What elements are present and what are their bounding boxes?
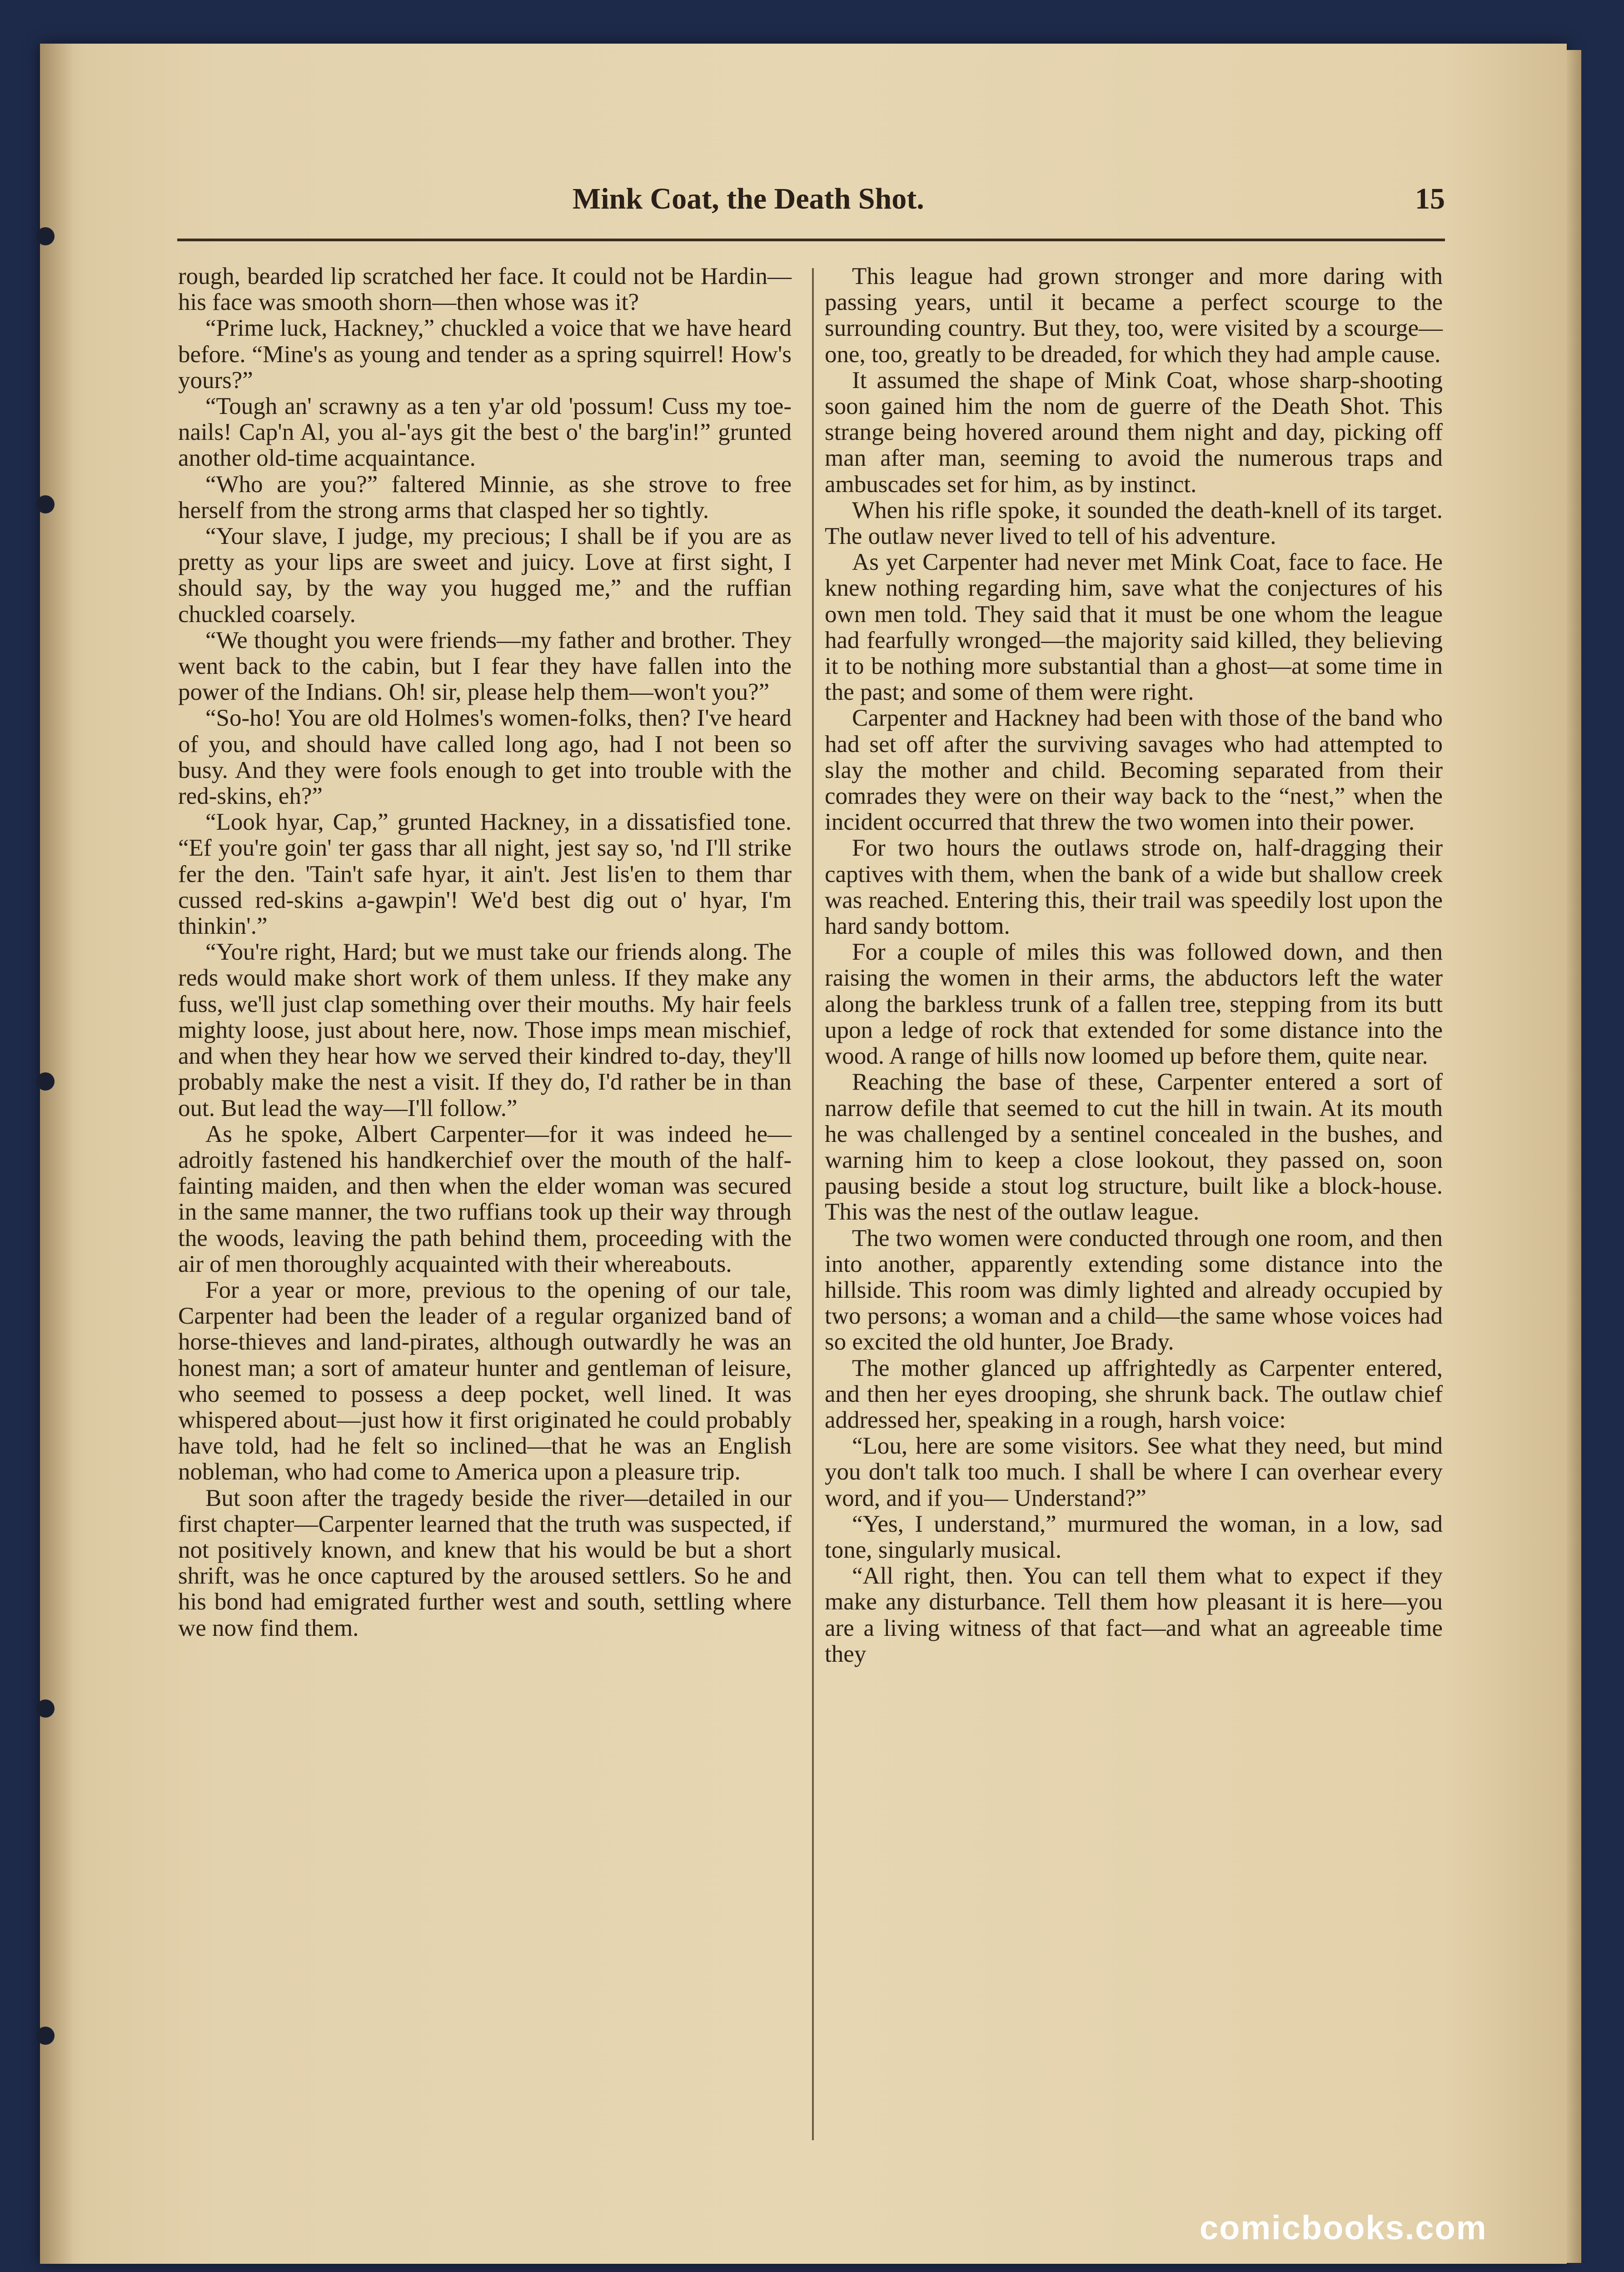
paragraph: As yet Carpenter had never met Mink Coat, face to face. He knew nothing regarding him, save what the conjectures of his own men told. They said that it must be one whom the league had fearfully wronged—the majority said killed, they believing it to be nothing more substantial than a ghost—at some time in the past; and some of them were right. <box>825 549 1443 706</box>
paragraph: “You're right, Hard; but we must take our friends along. The reds would make short work of them unless. If they make any fuss, we'll just clap something over their mouths. My hair feels mighty loose, just about here, now. Those imps mean mischief, and when they hear how we served their kindred to-day, they'll probably make the nest a visit. If they do, I'd rather be in than out. But lead the way—I'll follow.” <box>178 939 792 1121</box>
paragraph: “Look hyar, Cap,” grunted Hackney, in a dissatisfied tone. “Ef you're goin' ter gass thar all night, jest say so, 'nd I'll strike fer the den. 'Tain't safe hyar, it ain't. Jest lis'en to them thar cussed red-skins a-gawpin'! We'd best dig out o' hyar, I'm thinkin'.” <box>178 809 792 940</box>
paragraph: When his rifle spoke, it sounded the death-knell of its target. The outlaw never lived to tell of his adventure. <box>825 497 1443 550</box>
paragraph: But soon after the tragedy beside the river—detailed in our first chapter—Carpenter learned that the truth was suspected, if not positively known, and knew that his would be but a short shrift, was he once captured by the aroused settlers. So he and his bond had emigrated further west and south, settling where we now find them. <box>178 1485 792 1641</box>
paragraph: “Tough an' scrawny as a ten y'ar old 'possum! Cuss my toe-nails! Cap'n Al, you al-'ays git the best o' the barg'in!” grunted another old-time acquaintance. <box>178 393 792 472</box>
paragraph: For a year or more, previous to the opening of our tale, Carpenter had been the leader of a regular organized band of horse-thieves and land-pirates, although outwardly he was an honest man; a sort of amateur hunter and gentleman of leisure, who seemed to possess a deep pocket, well lined. It was whispered about—just how it first originated he could probably have told, had he felt so inclined—that he was an English nobleman, who had come to America upon a pleasure trip. <box>178 1276 792 1485</box>
paragraph: “Prime luck, Hackney,” chuckled a voice that we have heard before. “Mine's as young and tender as a spring squirrel! How's yours?” <box>178 315 792 394</box>
header-rule <box>177 239 1445 241</box>
paragraph: It assumed the shape of Mink Coat, whose sharp-shooting soon gained him the nom de guerre of the Death Shot. This strange being hovered around them night and day, picking off man after man, seeming to avoid the numerous traps and ambuscades set for him, as by instinct. <box>825 367 1443 498</box>
page-number: 15 <box>1415 182 1445 215</box>
page-header <box>182 177 1445 227</box>
paragraph: “We thought you were friends—my father and brother. They went back to the cabin, but I fear they have fallen into the power of the Indians. Oh! sir, please help them—won't you?” <box>178 627 792 706</box>
paragraph: “Your slave, I judge, my precious; I shall be if you are as pretty as your lips are sweet and juicy. Love at first sight, I should say, by the way you hugged me,” and the ruffian chuckled coarsely. <box>178 523 792 628</box>
paragraph: Carpenter and Hackney had been with those of the band who had set off after the surviving savages who had attempted to slay the mother and child. Becoming separated from their comrades they were on their way back to the “nest,” when the incident occurred that threw the two women into their power. <box>825 705 1443 836</box>
paragraph: rough, bearded lip scratched her face. It could not be Hardin—his face was smooth shorn—then whose was it? <box>178 263 792 316</box>
paragraph: For two hours the outlaws strode on, half-dragging their captives with them, when the bank of a wide but shallow creek was reached. Entering this, their trail was speedily lost upon the hard sandy bottom. <box>825 835 1443 940</box>
binding-hole <box>36 1699 55 1718</box>
binding-hole <box>36 1072 55 1091</box>
paragraph: “So-ho! You are old Holmes's women-folks, then? I've heard of you, and should have called long ago, had I not been so busy. And they were fools enough to get into trouble with the red-skins, eh?” <box>178 705 792 810</box>
paragraph: Reaching the base of these, Carpenter entered a sort of narrow defile that seemed to cut the hill in twain. At its mouth he was challenged by a sentinel concealed in the bushes, and warning him to keep a close lookout, they passed on, soon pausing beside a stout log structure, built like a block-house. This was the nest of the outlaw league. <box>825 1069 1443 1226</box>
left-column <box>178 264 792 1641</box>
page-binding <box>40 44 72 2264</box>
paragraph: “Who are you?” faltered Minnie, as she strove to free herself from the strong arms that clasped her so tightly. <box>178 471 792 523</box>
paragraph: “Yes, I understand,” murmured the woman, in a low, sad tone, singularly musical. <box>825 1510 1443 1563</box>
binding-hole <box>36 2027 55 2045</box>
binding-hole <box>36 495 55 513</box>
paragraph: This league had grown stronger and more daring with passing years, until it became a perfect scourge to the surrounding country. But they, too, were visited by a scourge—one, too, greatly to be dreaded, for which they had ample cause. <box>825 263 1443 368</box>
paragraph: For a couple of miles this was followed down, and then raising the women in their arms, the abductors left the water along the barkless trunk of a fallen tree, stepping from its butt upon a ledge of rock that extended for some distance into the wood. A range of hills now loomed up before them, quite near. <box>825 939 1443 1070</box>
paragraph: The mother glanced up affrightedly as Carpenter entered, and then her eyes drooping, she shrunk back. The outlaw chief addressed her, speaking in a rough, harsh voice: <box>825 1355 1443 1433</box>
paragraph: The two women were conducted through one room, and then into another, apparently extending some distance into the hillside. This room was dimly lighted and already occupied by two persons; a woman and a child—the same whose voices had so excited the old hunter, Joe Brady. <box>825 1225 1443 1355</box>
paragraph: As he spoke, Albert Carpenter—for it was indeed he—adroitly fastened his handkerchief over the mouth of the half-fainting maiden, and then when the elder woman was secured in the same manner, the two ruffians took up their way through the woods, leaving the path behind them, proceeding with the air of men thoroughly acquainted with their whereabouts. <box>178 1121 792 1277</box>
paragraph: “Lou, here are some visitors. See what they need, but mind you don't talk too much. I shall be where I can overhear every word, and if you— Understand?” <box>825 1433 1443 1511</box>
paragraph: “All right, then. You can tell them what to expect if they make any disturbance. Tell them how pleasant it is here—you are a living witness of that fact—and what an agreeable time they <box>825 1563 1443 1667</box>
binding-hole <box>36 227 55 245</box>
running-title: Mink Coat, the Death Shot. <box>573 182 924 215</box>
site-watermark: comicbooks.com <box>1200 2209 1487 2247</box>
right-column <box>825 264 1443 1667</box>
page-edge <box>1567 50 1581 2263</box>
column-divider <box>812 268 814 2140</box>
